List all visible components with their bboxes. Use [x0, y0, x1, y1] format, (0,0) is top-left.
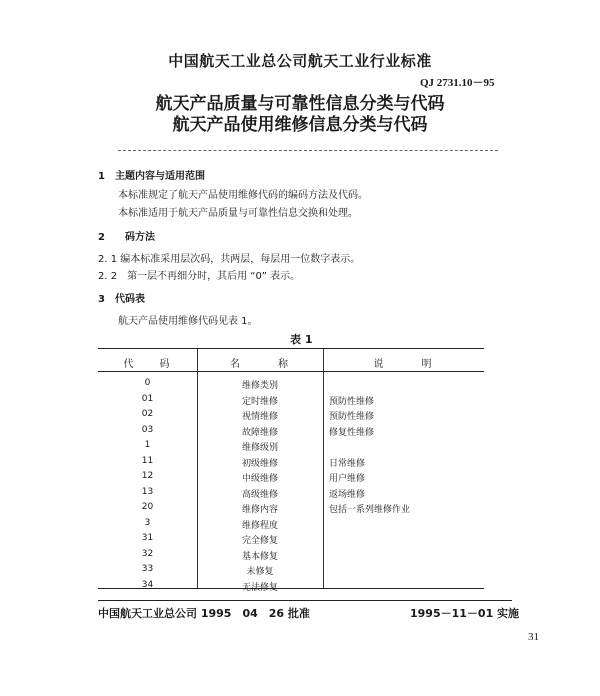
row-name: 故障维修: [241, 427, 278, 438]
section-1-paragraph-2: 本标准适用于航天产品质量与可靠性信息交换和处理。: [118, 208, 358, 219]
table-header-rule: [98, 371, 484, 372]
row-name: 基本修复: [241, 551, 278, 562]
row-description: 包括一系列维修作业: [329, 505, 411, 515]
section-1-heading: 1 主题内容与适用范围: [98, 171, 205, 182]
row-name: 维修内容: [241, 505, 278, 515]
row-code: 31: [141, 533, 154, 543]
row-code: 12: [141, 471, 154, 481]
row-code: 03: [141, 424, 154, 435]
row-description: 用户维修: [329, 474, 366, 484]
section-2-heading: 2 码方法: [98, 232, 155, 243]
row-description: 返场维修: [329, 489, 366, 500]
section-3-paragraph-1: 航天产品使用维修代码见表 1。: [118, 316, 258, 327]
approval-date: 中国航天工业总公司 1995 04 26 批准: [98, 607, 310, 620]
table-caption: 表 1: [290, 333, 313, 346]
row-name: 中级维修: [241, 474, 278, 484]
row-name: 维修程度: [241, 520, 278, 531]
issuing-organization: 中国航天工业总公司航天工业行业标准: [168, 52, 432, 70]
row-code: 11: [141, 455, 154, 466]
row-code: 1: [144, 440, 151, 450]
row-name: 高级维修: [241, 489, 278, 500]
row-code: 34: [141, 579, 154, 590]
row-code: 32: [141, 548, 154, 559]
row-description: 预防性维修: [329, 396, 375, 407]
row-name: 定时维修: [241, 396, 278, 407]
row-name: 未修复: [246, 567, 274, 577]
column-header-name: 名 称: [230, 359, 290, 370]
row-code: 20: [141, 502, 154, 512]
table-column-divider: [323, 348, 324, 588]
column-header-description: 说 明: [373, 359, 434, 370]
table-top-rule: [98, 348, 484, 349]
title-divider: [118, 150, 498, 151]
section-2-paragraph-2: 2. 2 第一层不再细分时，其后用 “0” 表示。: [98, 271, 301, 282]
effective-date: 1995－11－01 实施: [410, 607, 520, 620]
row-code: 3: [144, 517, 151, 528]
row-code: 0: [144, 378, 151, 388]
row-description: 修复性维修: [329, 427, 375, 438]
row-code: 33: [141, 564, 154, 574]
section-1-paragraph-1: 本标准规定了航天产品使用维修代码的编码方法及代码。: [118, 190, 368, 201]
row-name: 视情维修: [241, 412, 278, 422]
section-2-paragraph-1: 2. 1 编本标准采用层次码，共两层，每层用一位数字表示。: [98, 254, 361, 265]
row-code: 01: [141, 393, 154, 404]
document-title: 航天产品质量与可靠性信息分类与代码: [155, 94, 445, 114]
page-number: 31: [528, 631, 539, 643]
row-name: 初级维修: [241, 458, 278, 469]
row-name: 无法修复: [241, 582, 278, 593]
document-subtitle: 航天产品使用维修信息分类与代码: [172, 115, 428, 135]
standard-code: QJ 2731.10－95: [420, 77, 495, 89]
row-name: 完全修复: [241, 536, 278, 546]
row-description: 预防性维修: [329, 412, 375, 422]
column-header-code: 代 码: [123, 359, 172, 370]
row-name: 维修类别: [241, 381, 278, 391]
row-code: 13: [141, 486, 154, 497]
row-description: 日常维修: [329, 458, 366, 469]
footer-rule: [98, 600, 512, 601]
row-name: 维修级别: [241, 443, 278, 453]
row-code: 02: [141, 409, 154, 419]
section-3-heading: 3 代码表: [98, 294, 145, 305]
